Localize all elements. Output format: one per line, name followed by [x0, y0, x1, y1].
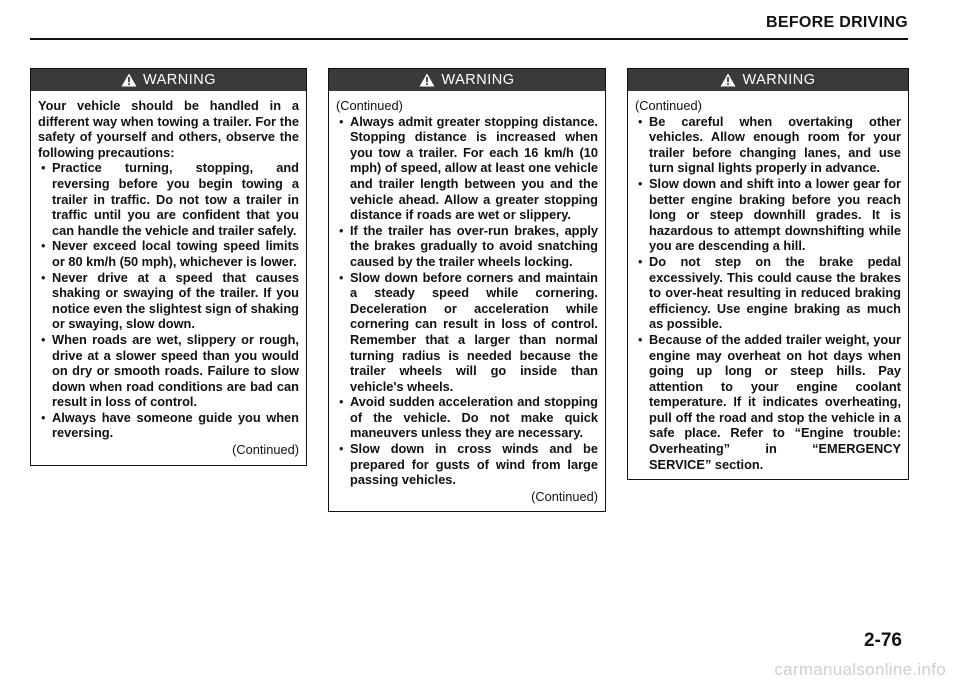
- list-item: • When roads are wet, slippery or rough, drive at a slower speed than you would on dry or smooth roads. Failure to slow down when road conditions are bad can result in loss of control.: [38, 332, 299, 410]
- warning-triangle-icon: [121, 73, 137, 87]
- warning-triangle-icon: [419, 73, 435, 87]
- list-item: • Slow down in cross winds and be prepared for gusts of wind from large passing vehicles.: [336, 441, 598, 488]
- list-item: • Practice turning, stopping, and reversing before you begin towing a trailer in traffic. Do not tow a trailer in traffic until you are confident that you can handle the vehicle and trailer safely.: [38, 160, 299, 238]
- list-item: • Be careful when overtaking other vehicles. Allow enough room for your trailer before changing lanes, and use turn signal lights properly in advance.: [635, 114, 901, 176]
- continued-label: (Continued): [531, 488, 598, 504]
- precaution-list: [336, 114, 598, 488]
- warning-label: WARNING: [742, 72, 816, 88]
- warning-body: [329, 91, 605, 511]
- warning-label: WARNING: [441, 72, 515, 88]
- list-item: • Do not step on the brake pedal excessively. This could cause the brakes to over-heat resulting in reduced braking efficiency. Use engine braking as much as possible.: [635, 254, 901, 332]
- list-item: • Slow down and shift into a lower gear for better engine braking before you reach long or steep downhill grades. It is hazardous to attempt downshifting while you are descending a hill.: [635, 176, 901, 254]
- warning-box-3: [627, 68, 909, 480]
- warning-box-1: [30, 68, 307, 466]
- warning-header: [628, 69, 908, 91]
- page-number: 2-76: [863, 630, 902, 651]
- list-item: • Never exceed local towing speed limits or 80 km/h (50 mph), whichever is lower.: [38, 238, 299, 269]
- header-rule: [30, 38, 908, 40]
- warning-header: [31, 69, 306, 91]
- list-item: • If the trailer has over-run brakes, apply the brakes gradually to avoid snatching caused by the trailer wheels locking.: [336, 223, 598, 270]
- warning-label: WARNING: [142, 72, 217, 88]
- list-item: • Slow down before corners and maintain a steady speed while cornering. Deceleration or acceleration while cornering can result in loss of control. Remember that a larger than normal turning radius is needed because the trailer wheels will go inside than vehicle's wheels.: [336, 270, 598, 395]
- warning-box-2: [328, 68, 606, 512]
- page-header-title: BEFORE DRIVING: [766, 14, 908, 31]
- warning-body: [31, 91, 306, 465]
- continued-label: (Continued): [336, 98, 403, 113]
- warning-header: [329, 69, 605, 91]
- continued-label: (Continued): [635, 98, 702, 113]
- precaution-list: [38, 160, 299, 441]
- watermark-text: carmanualsonline.info: [774, 660, 946, 679]
- warning-triangle-icon: [720, 73, 736, 87]
- list-item: • Never drive at a speed that causes shaking or swaying of the trailer. If you notice even the slightest sign of shaking or swaying, slow down.: [38, 270, 299, 332]
- warning-intro: Your vehicle should be handled in a different way when towing a trailer. For the safety of yourself and others, observe the following precautions:: [38, 98, 299, 160]
- precaution-list: [635, 114, 901, 473]
- list-item: • Always have someone guide you when reversing.: [38, 410, 299, 441]
- list-item: • Avoid sudden acceleration and stopping of the vehicle. Do not make quick maneuvers unless they are necessary.: [336, 394, 598, 441]
- list-item: • Always admit greater stopping distance. Stopping distance is increased when you tow a trailer. For each 16 km/h (10 mph) of speed, allow at least one vehicle and trailer length between you and the vehicle ahead. Allow a greater stopping distance if roads are wet or slippery.: [336, 114, 598, 223]
- list-item: • Because of the added trailer weight, your engine may overheat on hot days when going up long or steep hills. Pay attention to your engine coolant temperature. If it indicates overheating, pull off the road and stop the vehicle in a safe place. Refer to “Engine trouble: Overheating” in “EMERGENCY SERVICE” section.: [635, 332, 901, 472]
- continued-label: (Continued): [232, 442, 299, 458]
- warning-body: [628, 91, 908, 479]
